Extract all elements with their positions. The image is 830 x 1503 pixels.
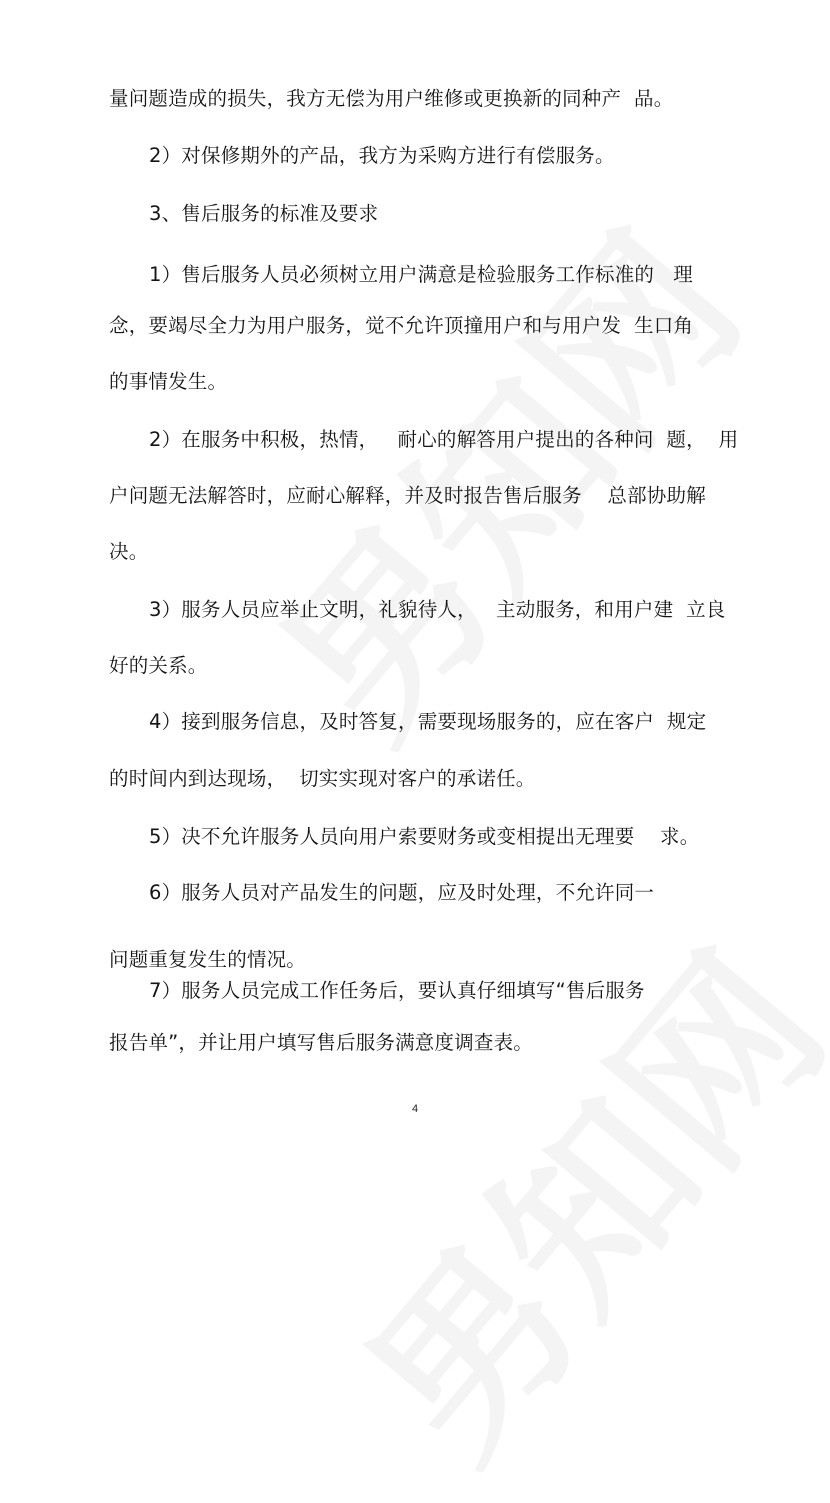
text-line: 2）对保修期外的产品，我方为采购方进行有偿服务。 [149, 144, 615, 167]
text-line: 量问题造成的损失，我方无偿为用户维修或更换新的同种产 品。 [109, 87, 674, 110]
text-line: 的时间内到达现场， 切实实现对客户的承诺任。 [109, 767, 536, 790]
text-line: 5）决不允许服务人员向用户索要财务或变相提出无理要 求。 [149, 825, 700, 848]
section-heading: 3、售后服务的标准及要求 [149, 202, 379, 225]
text-line: 念，要竭尽全力为用户服务，觉不允许顶撞用户和与用户发 生口角 [109, 314, 694, 337]
text-line: 6）服务人员对产品发生的问题，应及时处理，不允许同一 [149, 881, 655, 904]
text-line: 户问题无法解答时，应耐心解释，并及时报告售后服务 总部协助解 [109, 484, 706, 507]
text-line: 问题重复发生的情况。 [109, 948, 307, 971]
text-line: 3）服务人员应举止文明，礼貌待人， 主动服务，和用户建 立良 [149, 598, 726, 621]
text-line: 决。 [109, 540, 149, 563]
text-line: 4）接到服务信息，及时答复，需要现场服务的，应在客户 规定 [149, 710, 707, 733]
page-number: 4 [411, 1103, 419, 1115]
text-line: 报告单”，并让用户填写售后服务满意度调查表。 [109, 1031, 534, 1054]
text-line: 2）在服务中积极，热情， 耐心的解答用户提出的各种问 题， 用 [149, 428, 739, 451]
text-line: 的事情发生。 [109, 370, 228, 393]
text-line: 1）售后服务人员必须树立用户满意是检验服务工作标准的 理 [149, 263, 694, 286]
text-line: 7）服务人员完成工作任务后，要认真仔细填写“售后服务 [149, 979, 645, 1002]
text-line: 好的关系。 [109, 654, 208, 677]
